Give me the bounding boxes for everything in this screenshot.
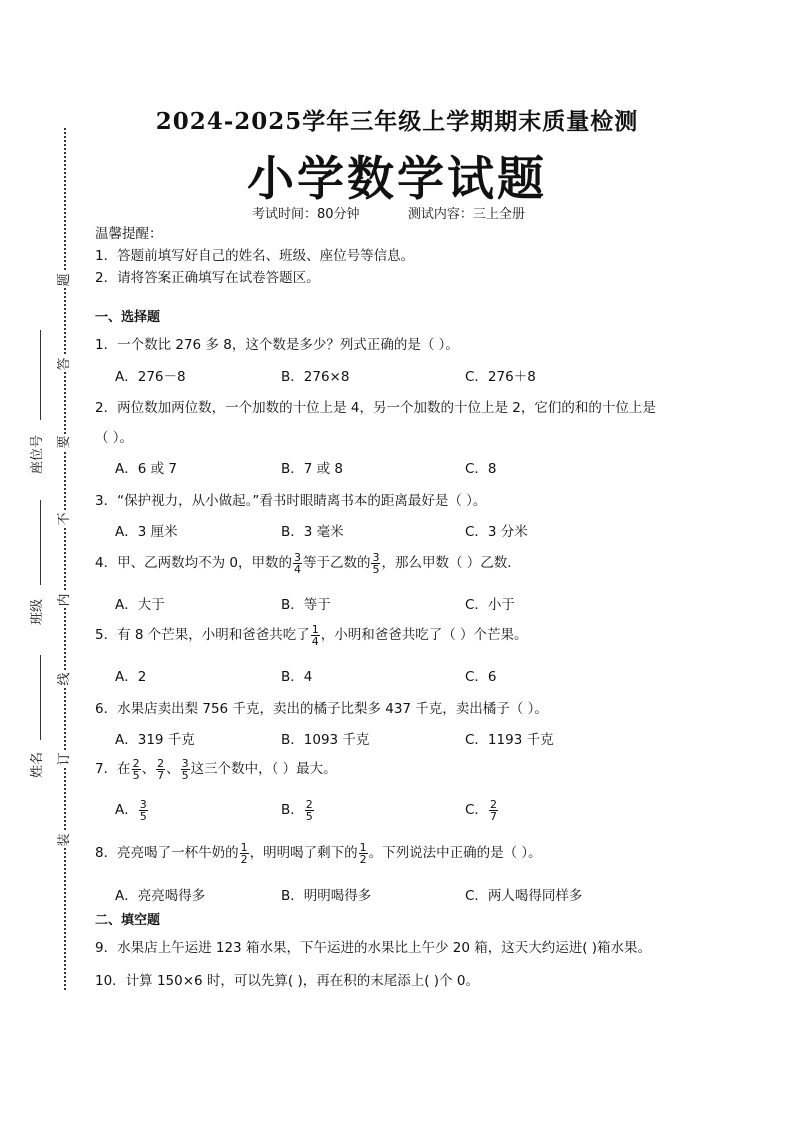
binding-char-4: 不	[57, 512, 72, 526]
fraction: $\frac{3}{5}$	[372, 550, 380, 576]
question-5-option-a[interactable]: A．2	[115, 669, 147, 685]
fraction: $\frac{2}{7}$	[489, 797, 497, 823]
question-1-option-c[interactable]: C．276＋8	[465, 369, 536, 385]
fraction: $\frac{2}{5}$	[305, 797, 313, 823]
binding-dotted-line	[64, 128, 66, 990]
question-6-option-a[interactable]: A．319 千克	[115, 732, 195, 748]
question-4-text: 4．甲、乙两数均不为 0，甲数的 $\frac{3}{4}$ 等于乙数的 $\frac{3}{5}$ ，那么甲数（ ）乙数.	[95, 550, 512, 576]
fraction: $\frac{1}{2}$	[359, 840, 367, 866]
question-3-option-a[interactable]: A．3 厘米	[115, 524, 178, 540]
fraction: $\frac{2}{5}$	[132, 756, 140, 782]
question-7-option-a[interactable]: A． $\frac{3}{5}$	[115, 797, 147, 823]
fraction: $\frac{3}{4}$	[293, 550, 301, 576]
section-choice-heading: 一、选择题	[95, 310, 161, 325]
question-4-option-b[interactable]: B．等于	[281, 597, 331, 613]
question-1-option-b[interactable]: B．276×8	[281, 369, 350, 385]
question-4-option-c[interactable]: C．小于	[465, 597, 515, 613]
fraction: $\frac{1}{4}$	[311, 622, 319, 648]
question-8-option-b[interactable]: B．明明喝得多	[281, 888, 372, 904]
seat-blank[interactable]	[40, 330, 41, 420]
question-2-option-c[interactable]: C．8	[465, 461, 497, 477]
question-2-option-b[interactable]: B．7 或 8	[281, 461, 344, 477]
question-5-text: 5．有 8 个芒果，小明和爸爸共吃了 $\frac{1}{4}$ ，小明和爸爸共吃了（ ）个芒果。	[95, 622, 528, 648]
question-2-option-a[interactable]: A．6 或 7	[115, 461, 177, 477]
question-8-option-a[interactable]: A．亮亮喝得多	[115, 888, 206, 904]
question-6-option-b[interactable]: B．1093 千克	[281, 732, 370, 748]
question-1-text: 1．一个数比 276 多 8，这个数是多少？列式正确的是（ ）。	[95, 337, 459, 353]
binding-char-2: 答	[57, 357, 72, 371]
question-7-option-b[interactable]: B． $\frac{2}{5}$	[281, 797, 313, 823]
fraction: $\frac{3}{5}$	[139, 797, 147, 823]
binding-char-3: 要	[57, 435, 72, 449]
question-3-option-b[interactable]: B．3 毫米	[281, 524, 344, 540]
binding-char-8: 装	[57, 833, 72, 847]
reminder-item-1: 1．答题前填写好自己的姓名、班级、座位号等信息。	[95, 248, 415, 264]
question-9-text: 9．水果店上午运进 123 箱水果，下午运进的水果比上午少 20 箱，这天大约运进( )箱水果。	[95, 940, 652, 956]
name-label: 姓名	[30, 751, 45, 778]
question-7-text: 7．在 $\frac{2}{5}$ 、 $\frac{2}{7}$ 、 $\frac{3}{5}$ 这三个数中，（ ）最大。	[95, 756, 337, 782]
fraction: $\frac{3}{5}$	[181, 756, 189, 782]
question-3-option-c[interactable]: C．3 分米	[465, 524, 528, 540]
class-label: 班级	[30, 598, 45, 625]
seat-label: 座位号	[30, 434, 45, 474]
reminder-item-2: 2．请将答案正确填写在试卷答题区。	[95, 270, 320, 286]
reminder-heading: 温馨提醒：	[95, 226, 163, 242]
fraction: $\frac{2}{7}$	[157, 756, 165, 782]
binding-char-7: 订	[57, 752, 72, 766]
question-2-text: 2．两位数加两位数，一个加数的十位上是 4，另一个加数的十位上是 2，它们的和的十位上是	[95, 400, 656, 416]
page-title: 小学数学试题	[247, 152, 547, 207]
name-blank[interactable]	[40, 655, 41, 740]
question-5-option-b[interactable]: B．4	[281, 669, 313, 685]
binding-char-1: 题	[57, 273, 72, 287]
question-1-option-a[interactable]: A．276－8	[115, 369, 186, 385]
section-fill-heading: 二、填空题	[95, 913, 161, 928]
exam-info	[252, 203, 525, 222]
fraction: $\frac{1}{2}$	[240, 840, 248, 866]
exam-time: 考试时间：80分钟	[252, 207, 360, 222]
question-4-option-a[interactable]: A．大于	[115, 597, 165, 613]
exam-content: 测试内容：三上全册	[407, 207, 525, 222]
question-5-option-c[interactable]: C．6	[465, 669, 497, 685]
question-8-option-c[interactable]: C．两人喝得同样多	[465, 888, 583, 904]
exam-subtitle: 2024-2025学年三年级上学期期末质量检测	[155, 108, 639, 135]
question-10-text: 10．计算 150×6 时，可以先算( )，再在积的末尾添上( )个 0。	[95, 973, 479, 989]
binding-char-6: 线	[57, 672, 72, 686]
question-8-text: 8．亮亮喝了一杯牛奶的 $\frac{1}{2}$ ，明明喝了剩下的 $\frac{1}{2}$ 。下列说法中正确的是（ ）。	[95, 840, 542, 866]
class-blank[interactable]	[40, 500, 41, 585]
binding-char-5: 内	[57, 593, 72, 607]
question-6-text: 6．水果店卖出梨 756 千克，卖出的橘子比梨多 437 千克，卖出橘子（ ）。	[95, 701, 548, 717]
question-2-text-cont: （ ）。	[95, 430, 134, 446]
question-6-option-c[interactable]: C．1193 千克	[465, 732, 554, 748]
question-3-text: 3．“保护视力，从小做起。”看书时眼睛离书本的距离最好是（ ）。	[95, 493, 487, 509]
question-7-option-c[interactable]: C． $\frac{2}{7}$	[465, 797, 497, 823]
